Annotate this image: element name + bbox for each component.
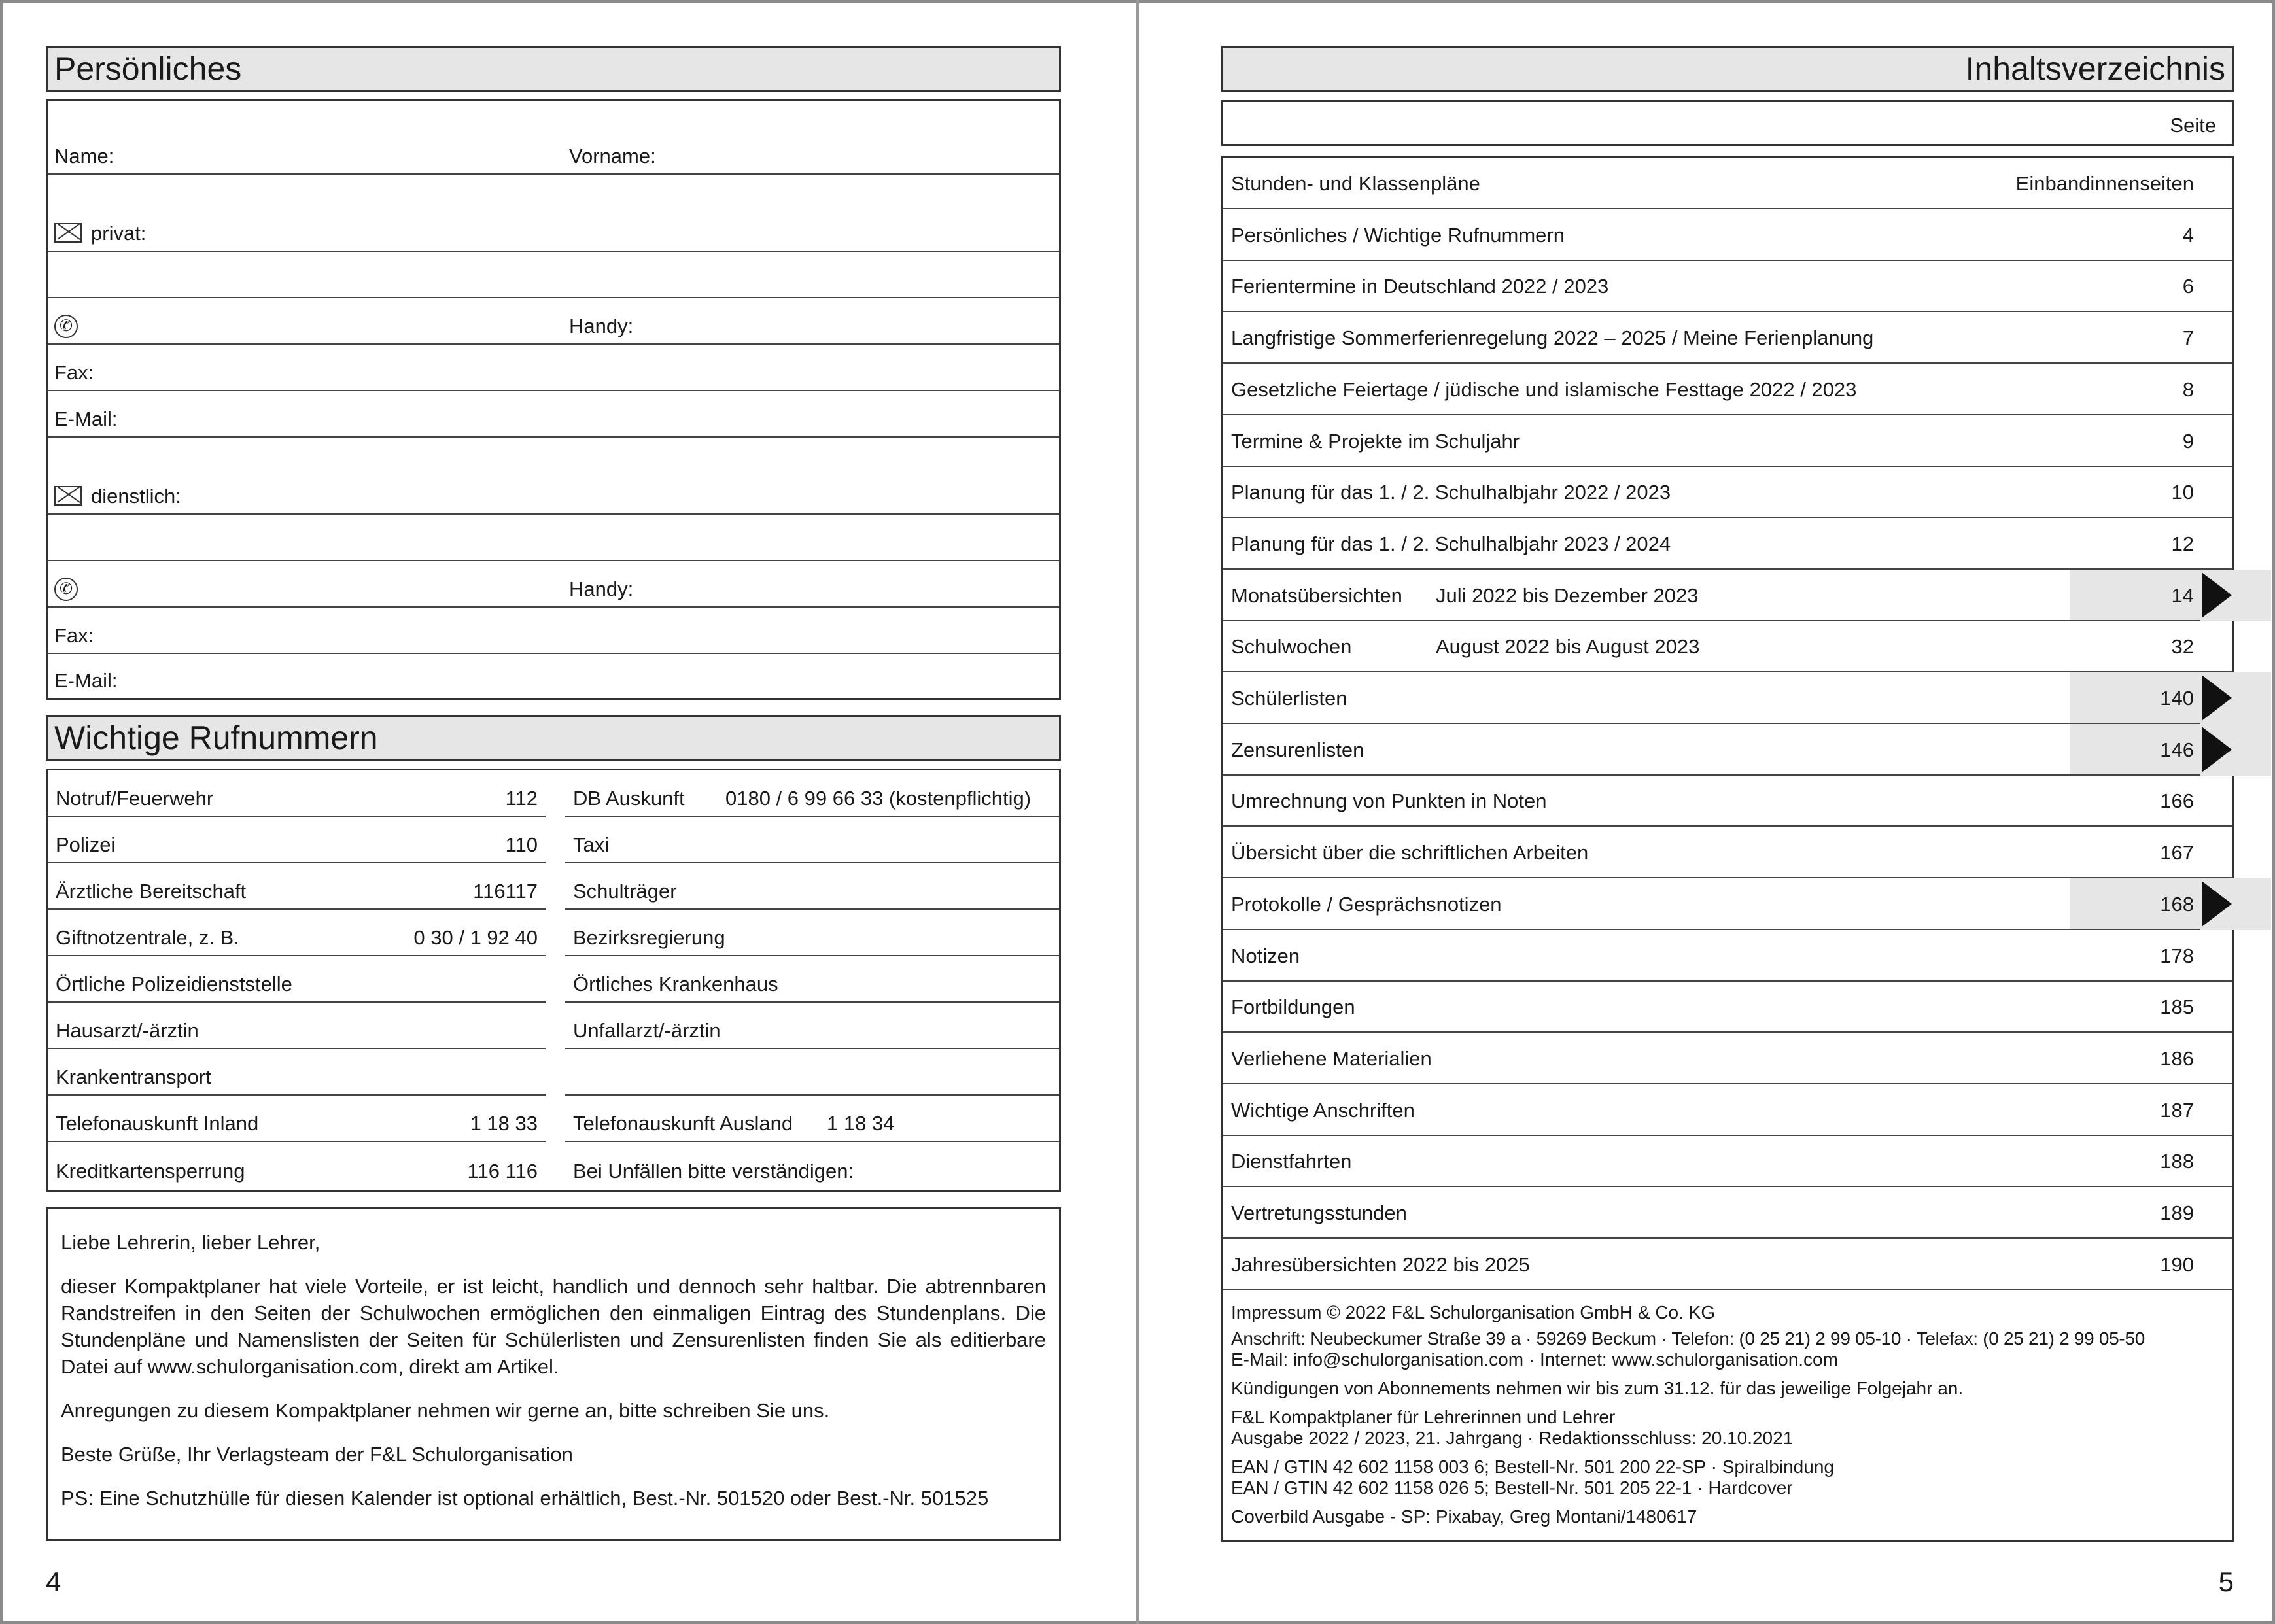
letter-ps: PS: Eine Schutzhülle für diesen Kalender ist optional erhältlich, Best.-Nr. 501520 oder Best.-Nr. 501525 [61, 1487, 989, 1510]
toc-item[interactable] [1223, 1084, 2232, 1136]
dienstlich-address-row[interactable] [48, 438, 1059, 515]
toc-item-title: Jahresübersichten 2022 bis 2025 [1231, 1253, 1530, 1276]
toc-item[interactable] [1223, 1187, 2232, 1239]
toc-item[interactable] [1223, 827, 2232, 878]
toc-item[interactable] [1223, 621, 2232, 672]
name-row[interactable] [48, 101, 1059, 175]
toc-item-page: 178 [2160, 944, 2194, 967]
envelope-icon [54, 223, 82, 243]
impressum-line-4: Kündigungen von Abonnements nehmen wir bis zum 31.12. für das jeweilige Folgejahr an. [1231, 1378, 1964, 1398]
register-tab[interactable] [2200, 570, 2271, 621]
privat-address-row[interactable] [48, 175, 1059, 252]
impressum-line-2: Anschrift: Neubeckumer Straße 39 a · 59269 Beckum · Telefon: (0 25 21) 2 99 05-10 · Telefax: (0 25 21) 2 99 05-50 [1231, 1328, 2145, 1349]
toc-item-page: 4 [2182, 223, 2194, 247]
impressum-line-1: Impressum © 2022 F&L Schulorganisation GmbH & Co. KG [1231, 1302, 1716, 1322]
toc-item[interactable] [1223, 570, 2232, 621]
toc-item-page: 189 [2160, 1201, 2194, 1224]
privat-address-row-2[interactable] [48, 252, 1059, 298]
phone-label: Örtliches Krankenhaus [573, 973, 778, 995]
impressum [1231, 1302, 2224, 1527]
phones-left-column [48, 770, 546, 1190]
toc-item-page: 167 [2160, 841, 2194, 865]
phone-number: 116 116 [467, 1160, 538, 1183]
phone-number: 1 18 33 [470, 1112, 538, 1135]
toc-item[interactable] [1223, 466, 2232, 518]
phone-row[interactable] [565, 956, 1059, 1003]
toc-item-title: Schulwochen [1231, 635, 1352, 659]
letter-feedback: Anregungen zu diesem Kompaktplaner nehmen wir gerne an, bitte schreiben Sie uns. [61, 1399, 830, 1422]
phone-row[interactable] [48, 1096, 546, 1142]
phone-row[interactable] [48, 956, 546, 1003]
phone-label: DB Auskunft [573, 787, 685, 810]
toc-title: Inhaltsverzeichnis [1221, 46, 2234, 92]
toc-item-title: Persönliches / Wichtige Rufnummern [1231, 223, 1565, 247]
phone-icon: ✆ [54, 578, 78, 601]
phone-label: Telefonauskunft Inland [56, 1112, 259, 1135]
fax-label: Fax: [54, 624, 94, 647]
toc-item[interactable] [1223, 1135, 2232, 1187]
toc-item-subtitle: August 2022 bis August 2023 [1436, 635, 1700, 659]
phone-row[interactable] [565, 1003, 1059, 1049]
toc-item[interactable] [1223, 260, 2232, 312]
phone-label: Giftnotzentrale, z. B. [56, 926, 239, 949]
toc-item-title: Verliehene Materialien [1231, 1046, 1432, 1070]
toc-item[interactable] [1223, 930, 2232, 982]
personal-form [46, 99, 1061, 700]
toc-box [1221, 156, 2234, 1542]
letter-salutation: Liebe Lehrerin, lieber Lehrer, [61, 1231, 321, 1254]
right-page [1139, 0, 2275, 1624]
phone-number: 0180 / 6 99 66 33 (kostenpflichtig) [725, 787, 1032, 810]
privat-phone-row[interactable] [48, 298, 1059, 345]
phones-right-column [565, 770, 1059, 1190]
vorname-label: Vorname: [569, 145, 656, 167]
toc-item[interactable] [1223, 672, 2232, 724]
seite-header [1221, 100, 2234, 146]
phone-row[interactable] [565, 863, 1059, 910]
toc-item-page: 32 [2171, 635, 2194, 659]
phone-label: Örtliche Polizeidienststelle [56, 973, 292, 995]
phone-number: 110 [505, 833, 538, 856]
privat-label: privat: [91, 222, 147, 245]
phone-row[interactable] [565, 817, 1059, 863]
phone-label: Telefonauskunft Ausland [573, 1112, 793, 1135]
register-tab[interactable] [2200, 878, 2271, 930]
phone-label: Notruf/Feuerwehr [56, 787, 214, 810]
toc-item-page: 188 [2160, 1150, 2194, 1173]
toc-item[interactable] [1223, 312, 2232, 364]
toc-item-title: Wichtige Anschriften [1231, 1098, 1415, 1122]
dienstlich-email-row[interactable] [48, 654, 1059, 698]
toc-item-page: 185 [2160, 995, 2194, 1019]
toc-item[interactable] [1223, 1033, 2232, 1084]
toc-item-page: 166 [2160, 789, 2194, 813]
toc-item-page: 168 [2160, 892, 2194, 916]
dienstlich-phone-row[interactable] [48, 561, 1059, 608]
toc-item[interactable] [1223, 1239, 2232, 1290]
register-tab[interactable] [2200, 672, 2271, 724]
dienstlich-label: dienstlich: [91, 485, 181, 508]
personal-section-title: Persönliches [46, 46, 1061, 92]
toc-item-title: Termine & Projekte im Schuljahr [1231, 429, 1520, 453]
toc-item[interactable] [1223, 775, 2232, 827]
toc-item-title: Vertretungsstunden [1231, 1201, 1407, 1224]
email-label: E-Mail: [54, 669, 118, 692]
phone-label: Bei Unfällen bitte verständigen: [573, 1160, 854, 1183]
handy-label: Handy: [569, 578, 634, 600]
dienstlich-fax-row[interactable] [48, 608, 1059, 654]
toc-item-title: Monatsübersichten [1231, 583, 1402, 607]
phone-number: 116117 [473, 880, 538, 903]
privat-fax-row[interactable] [48, 345, 1059, 391]
toc-item-page: 6 [2182, 275, 2194, 298]
toc-item-title: Notizen [1231, 944, 1300, 967]
toc-item[interactable] [1223, 878, 2232, 930]
fax-label: Fax: [54, 361, 94, 384]
impressum-line-5: F&L Kompaktplaner für Lehrerinnen und Lehrer [1231, 1407, 1616, 1427]
toc-item-subtitle: Juli 2022 bis Dezember 2023 [1436, 583, 1699, 607]
toc-item-page: Einbandinnenseiten [2015, 172, 2194, 195]
impressum-line-3: E-Mail: info@schulorganisation.com · Internet: www.schulorganisation.com [1231, 1349, 1838, 1370]
triangle-marker-icon [2202, 881, 2232, 927]
toc-item-title: Dienstfahrten [1231, 1150, 1352, 1173]
phone-number: 112 [505, 787, 538, 810]
triangle-marker-icon [2202, 727, 2232, 772]
phone-row[interactable] [565, 1049, 1059, 1096]
phone-number: 0 30 / 1 92 40 [413, 926, 538, 949]
handy-label: Handy: [569, 315, 634, 337]
toc-item-page: 186 [2160, 1046, 2194, 1070]
phone-number: 1 18 34 [827, 1112, 895, 1135]
triangle-marker-icon [2202, 675, 2232, 721]
toc-item-title: Umrechnung von Punkten in Noten [1231, 789, 1547, 813]
toc-item-title: Schülerlisten [1231, 687, 1347, 710]
toc-item-title: Fortbildungen [1231, 995, 1355, 1019]
toc-item-page: 140 [2160, 687, 2194, 710]
phone-icon: ✆ [54, 315, 78, 338]
impressum-line-7: EAN / GTIN 42 602 1158 003 6; Bestell-Nr. 501 200 22-SP · Spiralbindung [1231, 1457, 1834, 1477]
phone-row[interactable] [565, 910, 1059, 956]
triangle-marker-icon [2202, 572, 2232, 618]
toc-item-page: 14 [2171, 583, 2194, 607]
toc-item-title: Protokolle / Gesprächsnotizen [1231, 892, 1502, 916]
toc-item-page: 7 [2182, 326, 2194, 350]
toc-item-title: Planung für das 1. / 2. Schulhalbjahr 2023 / 2024 [1231, 532, 1671, 555]
impressum-line-9: Coverbild Ausgabe - SP: Pixabay, Greg Montani/1480617 [1231, 1506, 1697, 1527]
phone-row[interactable] [48, 817, 546, 863]
phone-label: Taxi [573, 833, 610, 856]
impressum-line-8: EAN / GTIN 42 602 1158 026 5; Bestell-Nr. 501 205 22-1 · Hardcover [1231, 1477, 1793, 1498]
phone-row[interactable] [565, 1096, 1059, 1142]
register-tab[interactable] [2200, 724, 2271, 776]
toc-item[interactable] [1223, 518, 2232, 570]
phone-row[interactable] [48, 910, 546, 956]
letter-body: dieser Kompaktplaner hat viele Vorteile, er ist leicht, handlich und dennoch sehr haltbar. Die abtrennbaren Randstreifen in den Seiten der Schulwochen ermöglichen den einmaligen Eintrag des Stundenplans. Die Stundenpläne und Namenslisten der Seiten für Schülerlisten und Zensurenlisten finden Sie als editierbare Datei auf www.schulorganisation.com, direkt am Artikel. [61, 1275, 1046, 1378]
toc-item-title: Planung für das 1. / 2. Schulhalbjahr 2022 / 2023 [1231, 481, 1671, 504]
email-label: E-Mail: [54, 407, 118, 430]
phone-row[interactable] [48, 770, 546, 817]
phones-table [46, 769, 1061, 1192]
letter-box [46, 1207, 1061, 1541]
toc-item[interactable] [1223, 364, 2232, 415]
toc-item-page: 12 [2171, 532, 2194, 555]
phone-row[interactable] [48, 1049, 546, 1096]
name-label: Name: [54, 145, 114, 167]
toc-item[interactable] [1223, 415, 2232, 467]
phones-section-title: Wichtige Rufnummern [46, 715, 1061, 761]
toc-item[interactable] [1223, 209, 2232, 261]
phone-label: Schulträger [573, 880, 677, 903]
privat-email-row[interactable] [48, 391, 1059, 438]
seite-label: Seite [2170, 114, 2216, 137]
toc-item-title: Übersicht über die schriftlichen Arbeiten [1231, 841, 1589, 865]
toc-item-title: Langfristige Sommerferienregelung 2022 – 2025 / Meine Ferienplanung [1231, 326, 1874, 350]
toc-item-page: 146 [2160, 738, 2194, 761]
phone-row[interactable] [565, 1142, 1059, 1188]
phone-label: Ärztliche Bereitschaft [56, 880, 247, 903]
toc-item[interactable] [1223, 158, 2232, 209]
toc-item-title: Stunden- und Klassenpläne [1231, 172, 1480, 195]
phone-label: Kreditkartensperrung [56, 1160, 245, 1183]
toc-item-page: 10 [2171, 481, 2194, 504]
phone-row[interactable] [48, 863, 546, 910]
envelope-icon [54, 486, 82, 506]
impressum-line-6: Ausgabe 2022 / 2023, 21. Jahrgang · Redaktionsschluss: 20.10.2021 [1231, 1428, 1794, 1448]
toc-item-page: 9 [2182, 429, 2194, 453]
phone-label: Bezirksregierung [573, 926, 725, 949]
toc-item-title: Ferientermine in Deutschland 2022 / 2023 [1231, 275, 1609, 298]
phone-label: Unfallarzt/-ärztin [573, 1019, 721, 1042]
toc-item-title: Gesetzliche Feiertage / jüdische und islamische Festtage 2022 / 2023 [1231, 377, 1857, 401]
phone-label: Polizei [56, 833, 116, 856]
toc-item-page: 190 [2160, 1253, 2194, 1276]
toc-item-page: 8 [2182, 377, 2194, 401]
phone-row[interactable] [565, 770, 1059, 817]
phone-label: Krankentransport [56, 1065, 211, 1088]
page-number-right: 5 [2218, 1566, 2234, 1597]
toc-item-page: 187 [2160, 1098, 2194, 1122]
toc-item-title: Zensurenlisten [1231, 738, 1364, 761]
phone-row[interactable] [48, 1142, 546, 1188]
dienstlich-address-row-2[interactable] [48, 515, 1059, 561]
phone-row[interactable] [48, 1003, 546, 1049]
page-number-left: 4 [46, 1566, 61, 1597]
toc-item[interactable] [1223, 981, 2232, 1033]
letter-closing: Beste Grüße, Ihr Verlagsteam der F&L Schulorganisation [61, 1443, 573, 1466]
toc-item[interactable] [1223, 724, 2232, 776]
phone-label: Hausarzt/-ärztin [56, 1019, 199, 1042]
